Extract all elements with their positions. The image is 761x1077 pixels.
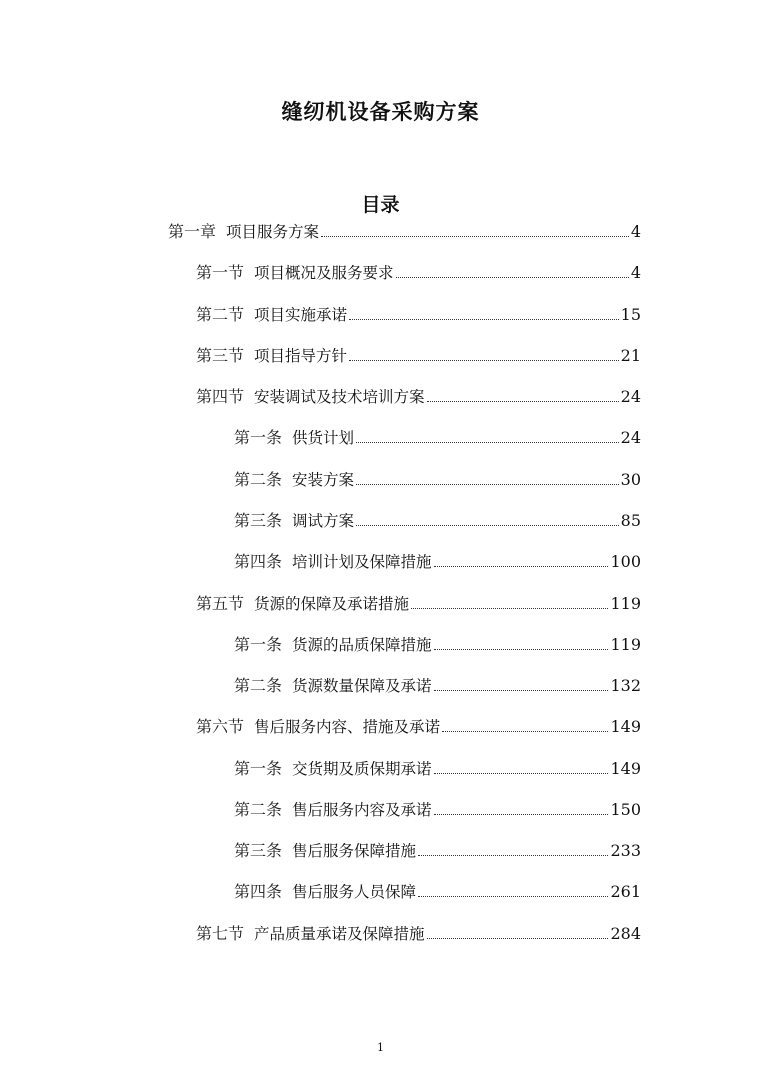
toc-entry[interactable] [196,592,641,616]
toc-entry[interactable] [234,633,641,657]
toc-entry-number: 第四条 [234,882,283,901]
toc-entry-title: 售后服务内容及承诺 [292,801,432,819]
toc-entry-number: 第一章 [168,222,217,241]
toc-entry-number: 第二节 [196,305,245,324]
toc-entry[interactable] [234,468,641,492]
toc-entry-number: 第二条 [234,676,283,695]
toc-entry-page: 150 [610,800,641,819]
dot-leader [427,400,619,402]
page-number: 1 [377,1041,384,1054]
dot-leader [396,276,629,278]
toc-entry-number: 第四条 [234,552,283,571]
dot-leader [356,483,619,485]
toc-entry-page: 85 [620,511,641,530]
toc-entry-title: 供货计划 [292,429,355,447]
toc-entry[interactable] [196,261,641,285]
toc-entry-number: 第一条 [234,759,283,778]
dot-leader [427,937,609,939]
toc-entry-number: 第五节 [196,594,245,613]
dot-leader [411,607,608,609]
dot-leader [349,359,619,361]
toc-entry-page: 4 [630,222,641,241]
toc-entry-page: 149 [610,717,641,736]
toc-entry-title: 售后服务内容、措施及承诺 [254,718,441,736]
toc-entry-title: 项目实施承诺 [254,306,348,324]
dot-leader [356,524,619,526]
toc-entry-title: 货源数量保障及承诺 [292,677,432,695]
toc-entry-page: 21 [620,346,641,365]
toc-entry-title: 调试方案 [292,512,355,530]
toc-entry[interactable] [234,757,641,781]
toc-entry-number: 第二条 [234,800,283,819]
toc-entry[interactable] [196,715,641,739]
document-title: 缝纫机设备采购方案 [281,100,480,124]
toc-entry-title: 培训计划及保障措施 [292,553,432,571]
toc-entry-title: 项目指导方针 [254,347,348,365]
toc-entry-number: 第七节 [196,924,245,943]
toc-entry[interactable] [196,344,641,368]
toc-entry-page: 233 [610,841,641,860]
toc-entry-number: 第三条 [234,511,283,530]
toc-entry[interactable] [234,798,641,822]
toc-entry[interactable] [234,426,641,450]
dot-leader [442,730,608,732]
toc-entry-title: 项目服务方案 [226,223,320,241]
toc-entry-number: 第四节 [196,387,245,406]
toc-entry[interactable] [234,880,641,904]
toc-entry-page: 132 [610,676,641,695]
toc-entry-title: 安装方案 [292,471,355,489]
toc-entry-title: 项目概况及服务要求 [254,264,394,282]
toc-entry-number: 第六节 [196,717,245,736]
toc-entry[interactable] [168,220,641,244]
toc-entry[interactable] [234,674,641,698]
toc-entry-title: 货源的品质保障措施 [292,636,432,654]
toc-entry-page: 100 [610,552,641,571]
toc-entry-number: 第三条 [234,841,283,860]
dot-leader [349,318,619,320]
dot-leader [434,689,609,691]
dot-leader [434,648,609,650]
toc-heading: 目录 [361,194,400,216]
dot-leader [434,813,609,815]
toc-entry[interactable] [234,839,641,863]
dot-leader [321,235,629,237]
toc-entry[interactable] [234,509,641,533]
toc-entry-number: 第一节 [196,263,245,282]
toc-entry-title: 售后服务人员保障 [292,883,417,901]
toc-entry-title: 产品质量承诺及保障措施 [254,925,425,943]
dot-leader [418,854,608,856]
toc-entry-page: 24 [620,428,641,447]
toc-entry-number: 第二条 [234,470,283,489]
toc-entry-title: 安装调试及技术培训方案 [254,388,425,406]
dot-leader [434,565,609,567]
toc-entry-number: 第一条 [234,428,283,447]
toc-entry-title: 售后服务保障措施 [292,842,417,860]
dot-leader [418,895,608,897]
toc-entry-number: 第一条 [234,635,283,654]
toc-entry-page: 149 [610,759,641,778]
toc-entry-number: 第三节 [196,346,245,365]
toc-entry[interactable] [196,303,641,327]
toc-entry-page: 119 [610,635,641,654]
toc-entry-page: 15 [620,305,641,324]
toc-entry[interactable] [196,922,641,946]
toc-entry[interactable] [196,385,641,409]
toc-entry-page: 261 [610,882,641,901]
toc-entry-page: 284 [610,924,641,943]
toc-entry[interactable] [234,550,641,574]
toc-entry-page: 30 [620,470,641,489]
toc-entry-page: 119 [610,594,641,613]
toc-entry-page: 24 [620,387,641,406]
toc-entry-title: 交货期及质保期承诺 [292,760,432,778]
toc-entry-page: 4 [630,263,641,282]
dot-leader [356,441,619,443]
toc-entry-title: 货源的保障及承诺措施 [254,595,410,613]
dot-leader [434,772,609,774]
